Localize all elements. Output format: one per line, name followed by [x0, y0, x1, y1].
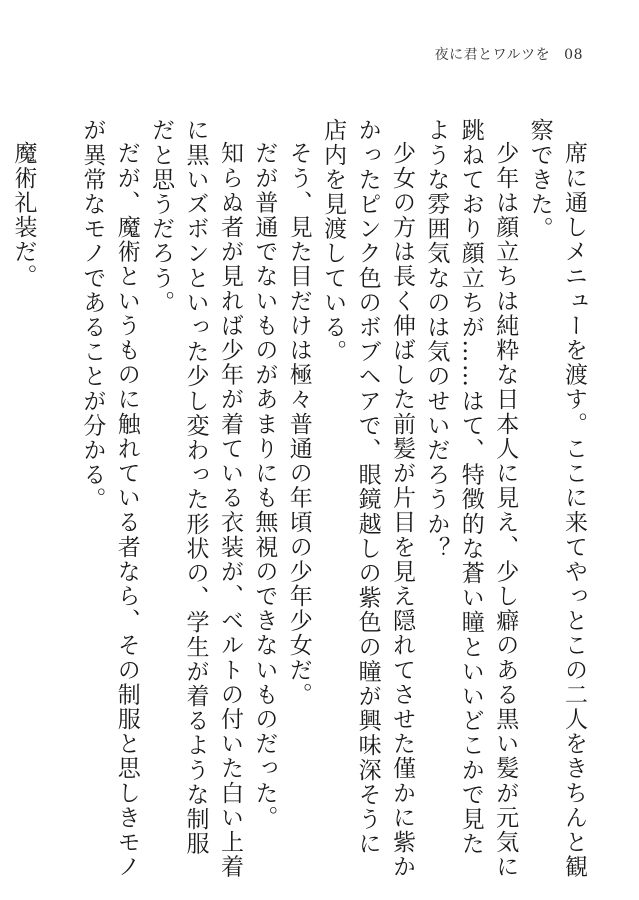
paragraph: だが、魔術というものに触れている者なら、その制服と思しきモノが異常なモノであることが分かる。	[79, 118, 140, 879]
blank-line	[41, 118, 75, 880]
running-header	[435, 44, 583, 64]
paragraph: 知らぬ者が見れば少年が着ている衣装が、ベルトの付いた白い上着に黒いズボンといった少し変わった形状の、学生が着るような制服だと思うだろう。	[148, 118, 243, 879]
book-title: 夜に君とワルツを	[434, 47, 551, 63]
page-number: 08	[564, 47, 583, 63]
paragraph: 少女の方は長く伸ばした前髪が片目を見え隠れてさせた僅かに紫かかったピンク色のボブヘアで、眼鏡越しの紫色の瞳が興味深そうに店内を見渡している。	[320, 118, 415, 879]
paragraph: 魔術礼装だ。	[10, 141, 37, 289]
paragraph: そう、見た目だけは極々普通の年頃の少年少女だ。	[285, 141, 312, 707]
body-text	[10, 118, 591, 880]
paragraph: 席に通しメニューを渡す。ここに来てやっとこの二人をきちんと観察できた。	[526, 118, 587, 879]
paragraph: だが普通でないものがあまりにも無視のできないものだった。	[251, 141, 278, 830]
paragraph: 少年は顔立ちは純粋な日本人に見え、少し癖のある黒い髪が元気に跳ねており顔立ちが……はて、特徴的な蒼い瞳といいどこかで見たような雰囲気なのは気のせいだろうか？	[423, 118, 519, 879]
